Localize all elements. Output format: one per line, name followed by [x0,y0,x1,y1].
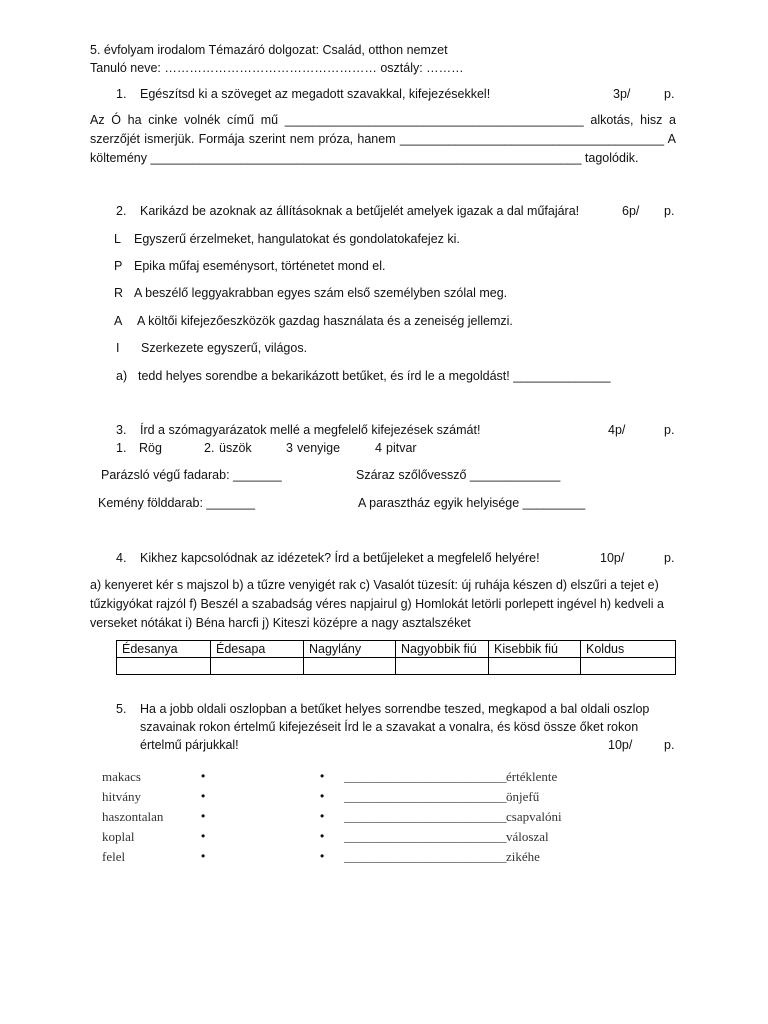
q5-right-bullet[interactable]: • [320,829,325,843]
q3-word: üszök [219,441,252,455]
q5-number: 5. [116,702,127,716]
q5-left-bullet[interactable]: • [201,829,206,843]
q5-left-bullet[interactable]: • [201,849,206,863]
q5-scrambled-word: váloszal [506,829,549,844]
q2-item-letter[interactable]: P [114,259,123,273]
table-answer-cell[interactable] [489,658,581,675]
q4-p: p. [664,551,675,565]
table-header-cell: Édesapa [211,641,304,658]
q3-points: 4p/ [608,423,626,437]
q5-left-word: hitvány [102,789,141,804]
q1-p: p. [664,87,675,101]
q2-p: p. [664,204,675,218]
q3-number: 3. [116,423,127,437]
table-answer-cell[interactable] [117,658,211,675]
q4-answer-table [116,640,676,675]
q3-definition: Száraz szőlővessző _____________ [356,468,561,482]
q5-instruction-line: értelmű párjukkal! [140,738,239,752]
q5-scrambled-word: önjefű [506,789,540,804]
q2-item-text: Epika műfaj eseménysort, történetet mond el. [134,259,386,273]
q2-instruction: Karikázd be azoknak az állításoknak a betűjelét amelyek igazak a dal műfajára! [140,204,580,218]
q5-scrambled-word: csapvalóni [506,809,562,824]
table-header-cell: Édesanya [117,641,211,658]
q2-item-letter[interactable]: R [114,286,124,300]
q5-answer-blank[interactable]: _________________________ [344,849,507,864]
q2-sub-label: a) [116,369,128,383]
q5-scrambled-word: zikéhe [506,849,540,864]
q2-number: 2. [116,204,127,218]
q3-word: venyige [297,441,341,455]
q5-left-bullet[interactable]: • [201,769,206,783]
q5-answer-blank[interactable]: _________________________ [344,829,507,844]
table-answer-cell[interactable] [396,658,489,675]
q2-item-letter[interactable]: I [116,341,120,355]
q2-item-text: Szerkezete egyszerű, világos. [141,341,308,355]
q3-word: pitvar [386,441,417,455]
q5-right-bullet[interactable]: • [320,849,325,863]
table-header-row [117,641,676,658]
q3-word-num: 3 [286,441,293,455]
q3-word-num: 1. [116,441,127,455]
q3-instruction: Írd a szómagyarázatok mellé a megfelelő kifejezések számát! [140,423,481,437]
q3-definition: Parázsló végű fadarab: _______ [101,468,282,482]
table-answer-row [117,658,676,675]
q3-definition: Kemény földdarab: _______ [98,496,256,510]
q5-left-bullet[interactable]: • [201,809,206,823]
table-header-cell: Nagyobbik fiú [396,641,489,658]
q1-points: 3p/ [613,87,631,101]
q2-item-letter[interactable]: L [114,232,121,246]
page-title: 5. évfolyam irodalom Témazáró dolgozat: Család, otthon nemzet [90,43,448,57]
q5-instruction-line: szavainak rokon értelmű kifejezéseit Írd le a szavakat a vonalra, és kösd össze őket rokon [140,720,639,734]
q5-p: p. [664,738,675,752]
q1-number: 1. [116,87,127,101]
q2-points: 6p/ [622,204,640,218]
table-header-cell: Kisebbik fiú [489,641,581,658]
q2-sub-text: tedd helyes sorendbe a bekarikázott betűket, és írd le a megoldást! ______________ [138,369,611,383]
q3-word-num: 2. [204,441,215,455]
table-header-cell: Koldus [581,641,676,658]
table-answer-cell[interactable] [581,658,676,675]
q4-instruction: Kikhez kapcsolódnak az idézetek? Írd a betűjeleket a megfelelő helyére! [140,551,540,565]
q3-word: Rög [139,441,162,455]
q1-body: Az Ó ha cinke volnék című mű ___________________________________________ alkotás, hisz a szerzőjét ismerjük. Formája szerint nem próza, hanem ______________________________________ A költemény ______________________________________________________________ tagolódik. [90,113,676,165]
q5-left-word: koplal [102,829,135,844]
q5-right-bullet[interactable]: • [320,769,325,783]
q5-right-bullet[interactable]: • [320,809,325,823]
q2-item-text: A beszélő leggyakrabban egyes szám első személyben szólal meg. [134,286,508,300]
q2-item-text: A költői kifejezőeszközök gazdag használata és a zeneiség jellemzi. [137,314,513,328]
table-answer-cell[interactable] [304,658,396,675]
q2-item-letter[interactable]: A [114,314,123,328]
q4-quotes: a) kenyeret kér s majszol b) a tűzre venyigét rak c) Vasalót tüzesít: új ruhája készen d) elszűri a tejet e) tűzkigyókat rajzól f) Beszél a szabadság véres napjairul g) Homlokát letörli porlepett ingével h) kedveli a verseket nótákat i) Béna harcfi j) Kiteszi középre a nagy asztalszéket [90,578,664,630]
q4-points: 10p/ [600,551,625,565]
student-line: Tanuló neve: …………………………………………… osztály: ……… [90,61,464,75]
q2-item-text: Egyszerű érzelmeket, hangulatokat és gondolatokafejez ki. [134,232,460,246]
q5-points: 10p/ [608,738,633,752]
q5-right-bullet[interactable]: • [320,789,325,803]
q5-left-bullet[interactable]: • [201,789,206,803]
q5-answer-blank[interactable]: _________________________ [344,769,507,784]
table-answer-cell[interactable] [211,658,304,675]
q5-left-word: makacs [102,769,141,784]
q5-answer-blank[interactable]: _________________________ [344,789,507,804]
q5-scrambled-word: értéklente [506,769,558,784]
q5-left-word: felel [102,849,126,864]
q3-p: p. [664,423,675,437]
q4-number: 4. [116,551,127,565]
q5-left-word: haszontalan [102,809,164,824]
q1-instruction: Egészítsd ki a szöveget az megadott szavakkal, kifejezésekkel! [140,87,491,101]
q5-answer-blank[interactable]: _________________________ [344,809,507,824]
q3-word-num: 4 [375,441,382,455]
q3-definition: A parasztház egyik helyisége _________ [358,496,586,510]
table-header-cell: Nagylány [304,641,396,658]
q5-instruction-line: Ha a jobb oldali oszlopban a betűket helyes sorrendbe teszed, megkapod a bal oldali oszlop [140,702,650,716]
